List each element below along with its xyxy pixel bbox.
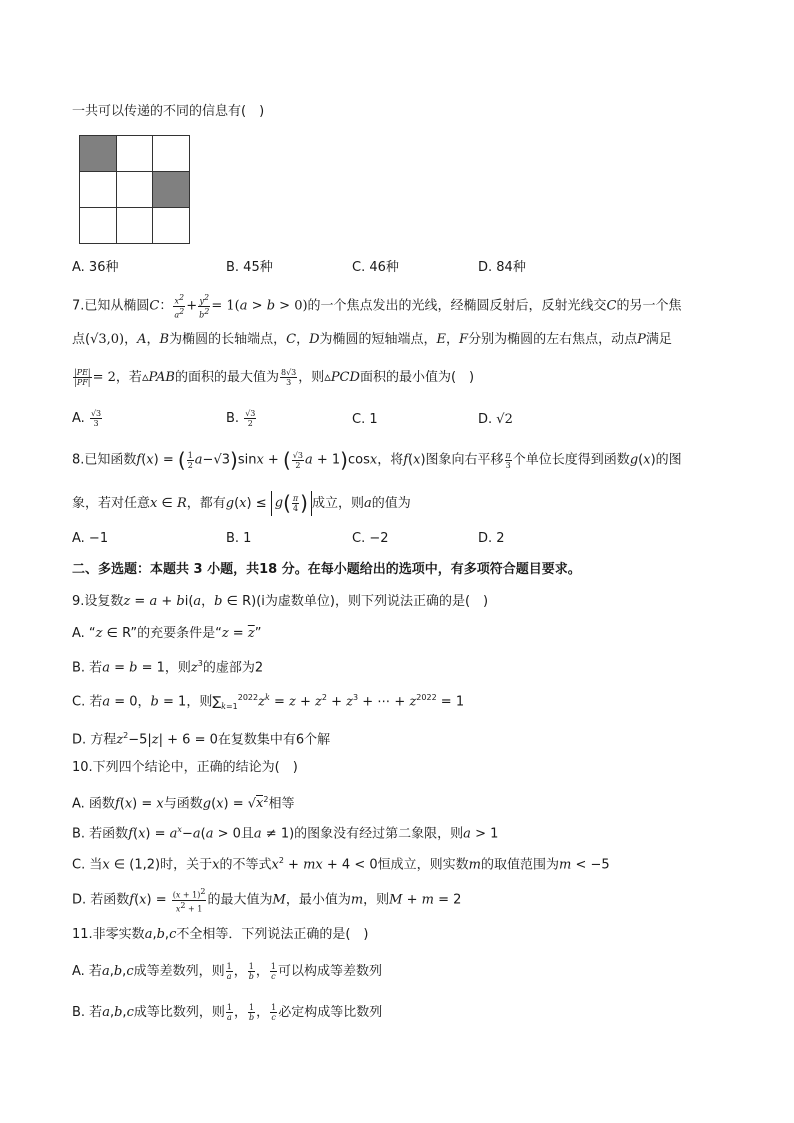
q8-text: ，将: [377, 452, 404, 468]
grid-cell-shaded: [80, 136, 117, 172]
grid-cell: [116, 136, 153, 172]
q7-option-c: C. 1: [352, 412, 378, 427]
q8-option-a: A. −1: [72, 531, 109, 546]
q8-line-2: 象，若对任意x ∈ R，都有g(x) ≤ g( $\frac{\pi}{4}$ ) 成立，则a的值为: [72, 491, 411, 515]
q7-text: 点(: [72, 332, 91, 347]
q9-option-d: D. 方程$z^2-5|z| + 6 = 0$在复数集中有6个解: [72, 731, 331, 748]
q8-text: 个单位长度得到函数: [512, 452, 630, 468]
q6-option-b: B. 45种: [226, 260, 273, 275]
q7-line-1: 7.已知从椭圆C： $\frac{x^2}{a^2}$ + $\frac{y^2}{b^2}$ = 1(a > b > 0)的一个焦点发出的光线，经椭圆反射后，反射光线交C的另一个焦: [72, 293, 682, 320]
grid-row: [80, 172, 190, 208]
q7-text: 为椭圆的长轴端点，: [169, 332, 287, 347]
q8-text: 的值为: [371, 495, 411, 511]
grid-row: [80, 136, 190, 172]
q7-text: ，则: [298, 370, 325, 385]
grid-cell: [116, 208, 153, 244]
q10-stem: 10.下列四个结论中，正确的结论为( ): [72, 760, 298, 775]
q6-tail-text: 一共可以传递的不同的信息有( ): [72, 104, 265, 119]
q9-text: 为虚数单位)，则下列说法正确的是( ): [264, 594, 489, 609]
q7-option-d: D. √2: [478, 412, 513, 427]
q8-option-c: C. −2: [352, 531, 389, 546]
grid-cell: [116, 172, 153, 208]
q7-text: 的面积的最大值为: [174, 370, 279, 385]
q8-line-1: 8.已知函数f(x) = ( $\frac{1}{2}$ a−√3)sinx + ( $\frac{√3}{2}$ a + 1)cosx，将f(x)图象向右平移 $\frac{\pi}{3}$ 个单位长度得到函数g(x)的图: [72, 448, 682, 472]
q6-signal-grid: [79, 135, 190, 244]
q7-text: ，若: [115, 370, 142, 385]
q9-option-c: C. 若a = 0，b = 1，则$\sum_{k=1}^{2022}z^k = z + z^2 + z^3$ + ⋯ + $z^{2022} = 1$: [72, 693, 465, 711]
q10-option-d: D. 若函数f(x) = $\frac{(x + 1)^2}{x^2 + 1}$ 的最大值为M，最小值为m，则M + m = 2: [72, 887, 462, 914]
q6-option-a: A. 36种: [72, 260, 119, 275]
q7-text: 分别为椭圆的左右焦点，动点: [468, 332, 638, 347]
q11-stem: 11.非零实数a,b,c不全相等．下列说法正确的是( ): [72, 927, 369, 942]
section-2-heading: 二、多选题：本题共 3 小题，共18 分。在每小题给出的选项中，有多项符合题目要求。: [72, 562, 581, 577]
q10-option-b: B. 若函数$f(x) = a^x-a(a > 0$且a ≠ 1)的图象没有经过第二象限，则a > 1: [72, 825, 499, 842]
q8-option-d: D. 2: [478, 531, 505, 546]
grid-cell: [80, 208, 117, 244]
q8-text: 的图: [655, 452, 682, 468]
q8-option-b: B. 1: [226, 531, 252, 546]
q7-text: ，: [124, 332, 138, 347]
q8-text: 成立，则: [311, 495, 364, 511]
q7-text: 面积的最小值为( ): [359, 370, 475, 385]
grid-cell: [153, 136, 190, 172]
q11-option-a: A. 若a,b,c成等差数列，则 $\frac{1}{a}$ ， $\frac{1}{b}$ ， $\frac{1}{c}$ 可以构成等差数列: [72, 962, 382, 981]
q7-text: 满足: [645, 332, 672, 347]
q8-text: ，都有: [186, 495, 226, 511]
q8-text: 8.已知函数: [72, 452, 137, 468]
q8-text: 图象向右平移: [425, 452, 504, 468]
q7-text: 的另一个焦: [616, 298, 682, 314]
q7-line-3: $\frac{|PE|}{|PF|}$ = 2，若▵PAB的面积的最大值为 $\frac{8√3}{3}$ ，则▵PCD面积的最小值为( ): [74, 368, 475, 387]
grid-cell-shaded: [153, 172, 190, 208]
q7-line-2: 点(√3,0)，A，B为椭圆的长轴端点，C，D为椭圆的短轴端点，E，F分别为椭圆的左右焦点，动点P满足: [72, 332, 672, 347]
q10-option-c: C. 当x ∈ (1,2)时，关于x的不等式$x^2$ + mx + 4 < 0恒成立，则实数m的取值范围为m < −5: [72, 856, 610, 873]
q11-option-b: B. 若a,b,c成等比数列，则 $\frac{1}{a}$ ， $\frac{1}{b}$ ， $\frac{1}{c}$ 必定构成等比数列: [72, 1003, 383, 1022]
q9-option-b: B. 若a = b = 1，则$z^3$的虚部为2: [72, 659, 264, 676]
q7-option-b: B. $\frac{√3}{2}$: [226, 409, 256, 428]
q7-text: 的一个焦点发出的光线，经椭圆反射后，反射光线交: [307, 298, 607, 314]
q10-option-a: A. 函数f(x) = x与函数$g(x) = √x^2$相等: [72, 795, 295, 812]
grid-row: [80, 208, 190, 244]
q9-option-a: A. “z ∈ R”的充要条件是“$z = \overline{z}$”: [72, 626, 262, 641]
q7-text: 7.已知从椭圆: [72, 298, 150, 314]
q6-option-d: D. 84种: [478, 260, 526, 275]
q9-stem: 9.设复数z = a + bi(a，b ∈ R)(i为虚数单位)，则下列说法正确的是( ): [72, 594, 489, 609]
q8-text: 象，若对任意: [72, 495, 151, 511]
q6-option-c: C. 46种: [352, 260, 399, 275]
q7-option-a: A. $\frac{√3}{3}$: [72, 409, 102, 428]
q9-text: 9.设复数: [72, 594, 124, 609]
q7-text: 为椭圆的短轴端点，: [319, 332, 437, 347]
grid-cell: [80, 172, 117, 208]
grid-cell: [153, 208, 190, 244]
